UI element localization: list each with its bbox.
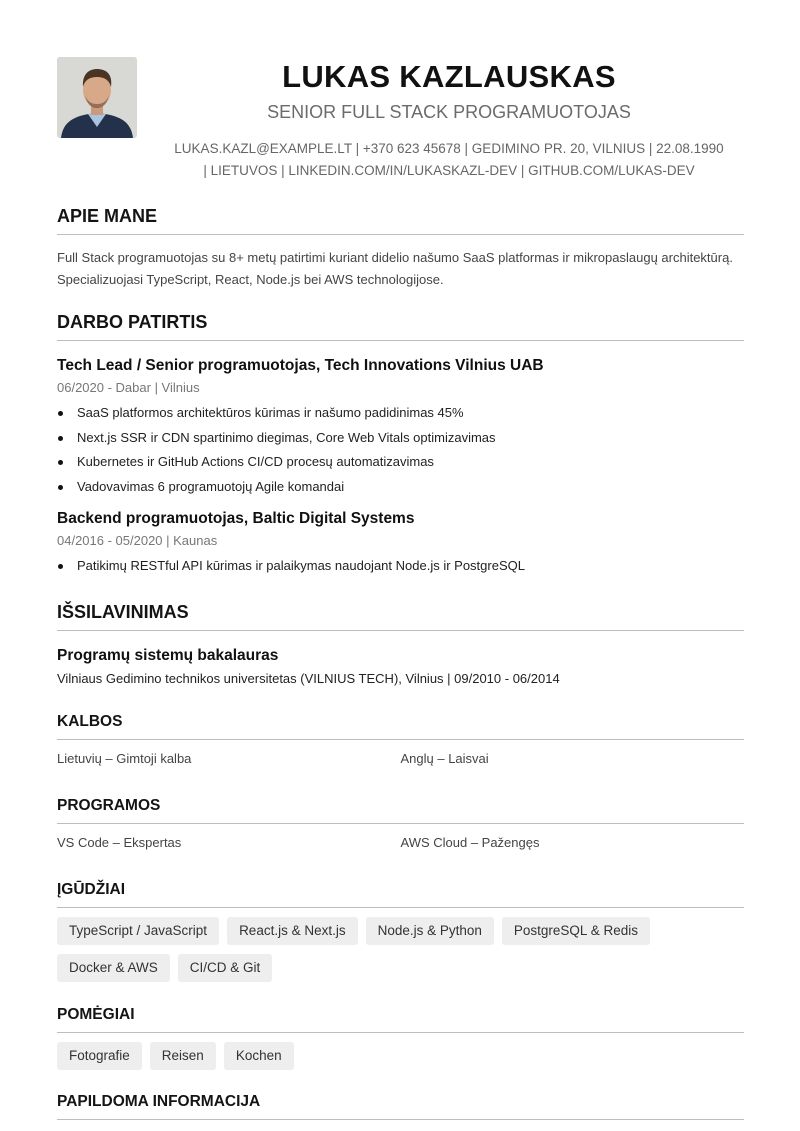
skill-tag: TypeScript / JavaScript [57, 917, 219, 945]
programs-list [57, 834, 744, 852]
list-item: Next.js SSR ir CDN spartinimo diegimas, Core Web Vitals optimizavimas [57, 426, 744, 451]
skill-tag: CI/CD & Git [178, 954, 273, 982]
section-heading-about: APIE MANE [57, 205, 744, 235]
contact-info: LUKAS.KAZL@EXAMPLE.LT | +370 623 45678 | GEDIMINO PR. 20, VILNIUS | 22.08.1990 | LIETUVOS | LINKEDIN.COM/IN/LUKASKAZL-DEV | GITHUB.COM/LUKAS-DEV [174, 141, 724, 178]
section-heading-programs: PROGRAMOS [57, 795, 744, 824]
list-item: Vadovavimas 6 programuotojų Agile komandai [57, 475, 744, 500]
skill-tag: PostgreSQL & Redis [502, 917, 650, 945]
hobby-tag: Fotografie [57, 1042, 142, 1070]
profile-photo-image [57, 57, 137, 138]
resume-header [150, 58, 748, 182]
hobby-tag: Kochen [224, 1042, 294, 1070]
section-heading-education: IŠSILAVINIMAS [57, 601, 744, 631]
job-title: Tech Lead / Senior programuotojas, Tech Innovations Vilnius UAB [57, 357, 544, 374]
skill-tag: React.js & Next.js [227, 917, 358, 945]
education-details: Vilniaus Gedimino technikos universitetas (VILNIUS TECH), Vilnius | 09/2010 - 06/2014 [57, 670, 560, 686]
about-section [57, 205, 744, 291]
section-heading-hobbies: POMĖGIAI [57, 1004, 744, 1033]
program-item: AWS Cloud – Pažengęs [400, 834, 540, 850]
skills-tags [57, 917, 744, 982]
profile-photo [57, 57, 137, 138]
job-meta: 06/2020 - Dabar | Vilnius [57, 380, 200, 395]
languages-section [57, 711, 744, 768]
job-bullets [57, 401, 744, 499]
hobbies-section [57, 1004, 744, 1070]
section-heading-skills: ĮGŪDŽIAI [57, 879, 744, 908]
section-heading-additional: PAPILDOMA INFORMACIJA [57, 1091, 744, 1120]
experience-section [57, 311, 744, 579]
additional-section [57, 1091, 744, 1120]
job-entry [57, 509, 744, 579]
language-item: Lietuvių – Gimtoji kalba [57, 750, 192, 766]
list-item: SaaS platformos architektūros kūrimas ir našumo padidinimas 45% [57, 401, 744, 426]
section-heading-experience: DARBO PATIRTIS [57, 311, 744, 341]
skill-tag: Docker & AWS [57, 954, 170, 982]
skill-tag: Node.js & Python [366, 917, 494, 945]
degree-title: Programų sistemų bakalauras [57, 646, 279, 664]
list-item: Kubernetes ir GitHub Actions CI/CD procesų automatizavimas [57, 450, 744, 475]
job-meta: 04/2016 - 05/2020 | Kaunas [57, 533, 218, 548]
full-name: LUKAS KAZLAUSKAS [282, 59, 616, 94]
job-title-headline: SENIOR FULL STACK PROGRAMUOTOJAS [267, 102, 631, 122]
about-text: Full Stack programuotojas su 8+ metų patirtimi kuriant didelio našumo SaaS platformas ir mikropaslaugų architektūrą. Specializuojasi TypeScript, React, Node.js bei AWS technologijose. [57, 250, 733, 287]
job-title: Backend programuotojas, Baltic Digital Systems [57, 510, 415, 527]
hobbies-tags [57, 1042, 744, 1070]
job-bullets [57, 554, 744, 579]
languages-list [57, 750, 744, 768]
language-item: Anglų – Laisvai [400, 750, 489, 766]
list-item: Patikimų RESTful API kūrimas ir palaikymas naudojant Node.js ir PostgreSQL [57, 554, 744, 579]
hobby-tag: Reisen [150, 1042, 216, 1070]
section-heading-languages: KALBOS [57, 711, 744, 740]
skills-section [57, 879, 744, 982]
resume-content [57, 205, 744, 1120]
program-item: VS Code – Ekspertas [57, 834, 182, 850]
education-section [57, 601, 744, 688]
programs-section [57, 795, 744, 852]
job-entry [57, 356, 744, 499]
